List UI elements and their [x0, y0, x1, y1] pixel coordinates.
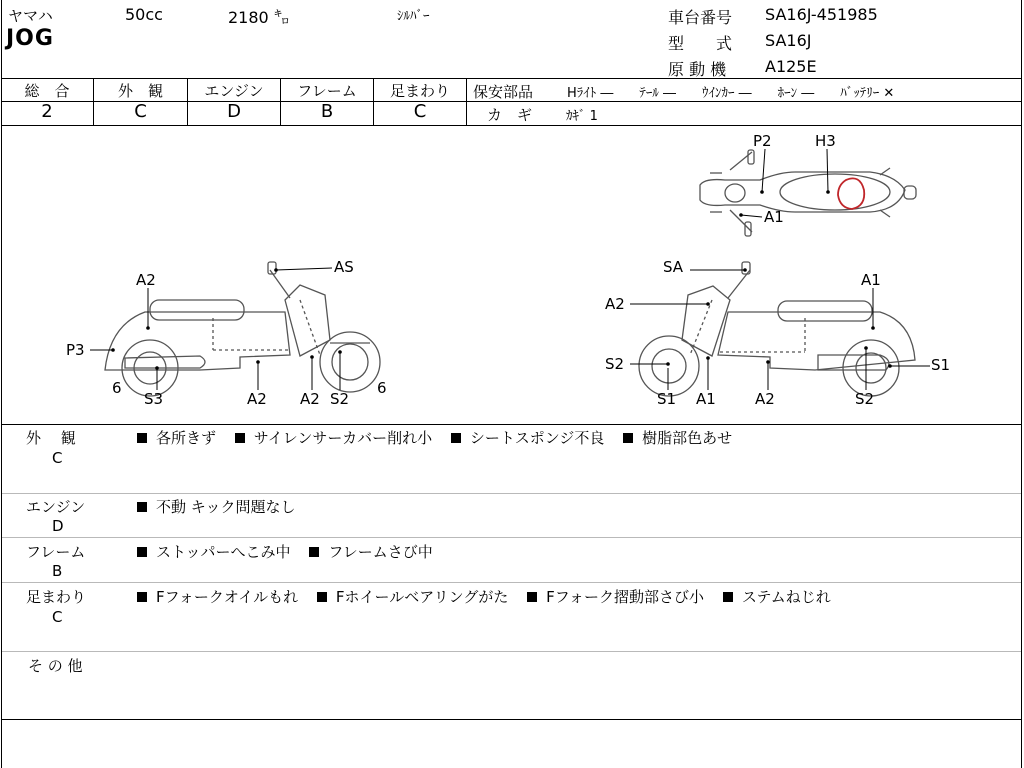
bullet-icon	[137, 433, 147, 443]
label-right-s1-bottom: S1	[657, 390, 677, 408]
bullet-icon	[137, 547, 147, 557]
bullet-icon	[317, 592, 327, 602]
bullet-icon	[137, 592, 147, 602]
type-value: SA16J	[765, 31, 812, 50]
remark-item: ストッパーへこみ中	[156, 543, 291, 561]
remarks-engine-grade: D	[52, 517, 64, 535]
key-value: ｶｷﾞ 1	[566, 109, 598, 124]
bullet-icon	[623, 433, 633, 443]
label-left-a2-right: A2	[300, 390, 320, 408]
grade-total-label: 総 合	[24, 82, 70, 100]
label-left-6-a: 6	[112, 379, 122, 397]
label-right-s2-left: S2	[605, 355, 625, 373]
remarks-other-label: そ の 他	[28, 657, 83, 675]
remark-item: 不動 キック問題なし	[156, 498, 296, 516]
key-label: カ ギ	[487, 106, 533, 124]
grade-total: 2	[41, 101, 53, 122]
frame-number: SA16J-451985	[765, 5, 878, 24]
grade-exterior-label: 外 観	[117, 82, 163, 100]
engine-model-label: 原 動 機	[668, 60, 727, 79]
label-left-a2-top: A2	[136, 271, 156, 289]
header-bottom-line	[1, 78, 1022, 79]
remarks-frame-grade: B	[52, 562, 63, 580]
damage-diagram	[0, 126, 1022, 424]
label-top-p2: P2	[753, 132, 772, 150]
bullet-icon	[309, 547, 319, 557]
label-right-a2-bottom: A2	[755, 390, 775, 408]
label-left-as: AS	[334, 258, 354, 276]
bullet-icon	[723, 592, 733, 602]
remark-item: Fフォーク摺動部さび小	[546, 588, 705, 606]
label-right-a2-side: A2	[605, 295, 625, 313]
remarks-engine-items	[137, 496, 309, 517]
type-label: 型 式	[668, 34, 733, 53]
remarks-chassis-label: 足まわり	[26, 588, 87, 606]
label-right-sa: SA	[663, 258, 684, 276]
grade-frame-label: フレーム	[297, 82, 357, 100]
remark-item: 樹脂部色あせ	[642, 429, 733, 447]
frame-number-label: 車台番号	[668, 8, 733, 27]
label-left-p3: P3	[66, 341, 85, 359]
grade-engine: D	[227, 101, 241, 122]
displacement: 50cc	[125, 5, 163, 24]
grade-divider-5	[466, 78, 467, 125]
label-top-h3: H3	[815, 132, 836, 150]
bullet-icon	[527, 592, 537, 602]
grade-engine-label: エンジン	[204, 82, 264, 100]
label-left-s2: S2	[330, 390, 350, 408]
label-left-6-b: 6	[377, 379, 387, 397]
model-name: JOG	[6, 26, 54, 51]
label-right-s2-bottom: S2	[855, 390, 875, 408]
bullet-icon	[235, 433, 245, 443]
diagram-bottom-line	[1, 424, 1022, 425]
remark-item: 各所きず	[156, 429, 217, 447]
damage-circle-mark	[838, 178, 864, 209]
remark-item: Fホイールベアリングがた	[335, 588, 509, 606]
remarks-divider-2	[2, 537, 1021, 538]
remarks-bottom-line	[1, 719, 1022, 720]
label-left-s3: S3	[144, 390, 164, 408]
safety-parts-list: Hﾗｲﾄ ― ﾃｰﾙ ― ｳｲﾝｶｰ ― ﾎｰﾝ ― ﾊﾞｯﾃﾘｰ ✕	[567, 86, 895, 101]
label-top-a1: A1	[764, 208, 784, 226]
label-right-a1-top: A1	[861, 271, 881, 289]
remarks-divider-1	[2, 493, 1021, 494]
color: ｼﾙﾊﾞｰ	[397, 9, 430, 24]
remarks-chassis-grade: C	[52, 608, 63, 626]
grade-exterior: C	[134, 101, 147, 122]
grade-chassis-label: 足まわり	[389, 82, 450, 100]
remarks-exterior-label: 外 観	[26, 429, 76, 447]
remark-item: サイレンサーカバー削れ小	[253, 429, 433, 447]
bullet-icon	[137, 502, 147, 512]
label-right-a1-bottom: A1	[696, 390, 716, 408]
remark-item: シートスポンジ不良	[469, 429, 605, 447]
remark-item: フレームさび中	[328, 543, 433, 561]
grade-chassis: C	[413, 101, 427, 122]
remarks-engine-label: エンジン	[26, 498, 86, 516]
grade-frame: B	[320, 101, 334, 122]
remark-item: Fフォークオイルもれ	[156, 588, 299, 606]
bullet-icon	[451, 433, 461, 443]
remarks-exterior-items	[137, 427, 746, 448]
scooter-top-view	[700, 150, 916, 236]
label-left-a2-mid: A2	[247, 390, 267, 408]
remarks-divider-3	[2, 582, 1021, 583]
remark-item: ステムねじれ	[741, 588, 831, 606]
mileage: 2180 ㌔	[228, 8, 290, 27]
remarks-frame-label: フレーム	[26, 543, 86, 561]
remarks-frame-items	[137, 541, 447, 562]
remarks-chassis-items	[137, 586, 845, 607]
engine-model: A125E	[765, 57, 817, 76]
label-right-s1-right: S1	[931, 356, 951, 374]
remarks-divider-4	[2, 651, 1021, 652]
remarks-exterior-grade: C	[52, 449, 63, 467]
safety-parts-label: 保安部品	[473, 83, 534, 101]
maker-name: ヤマハ	[8, 7, 53, 25]
